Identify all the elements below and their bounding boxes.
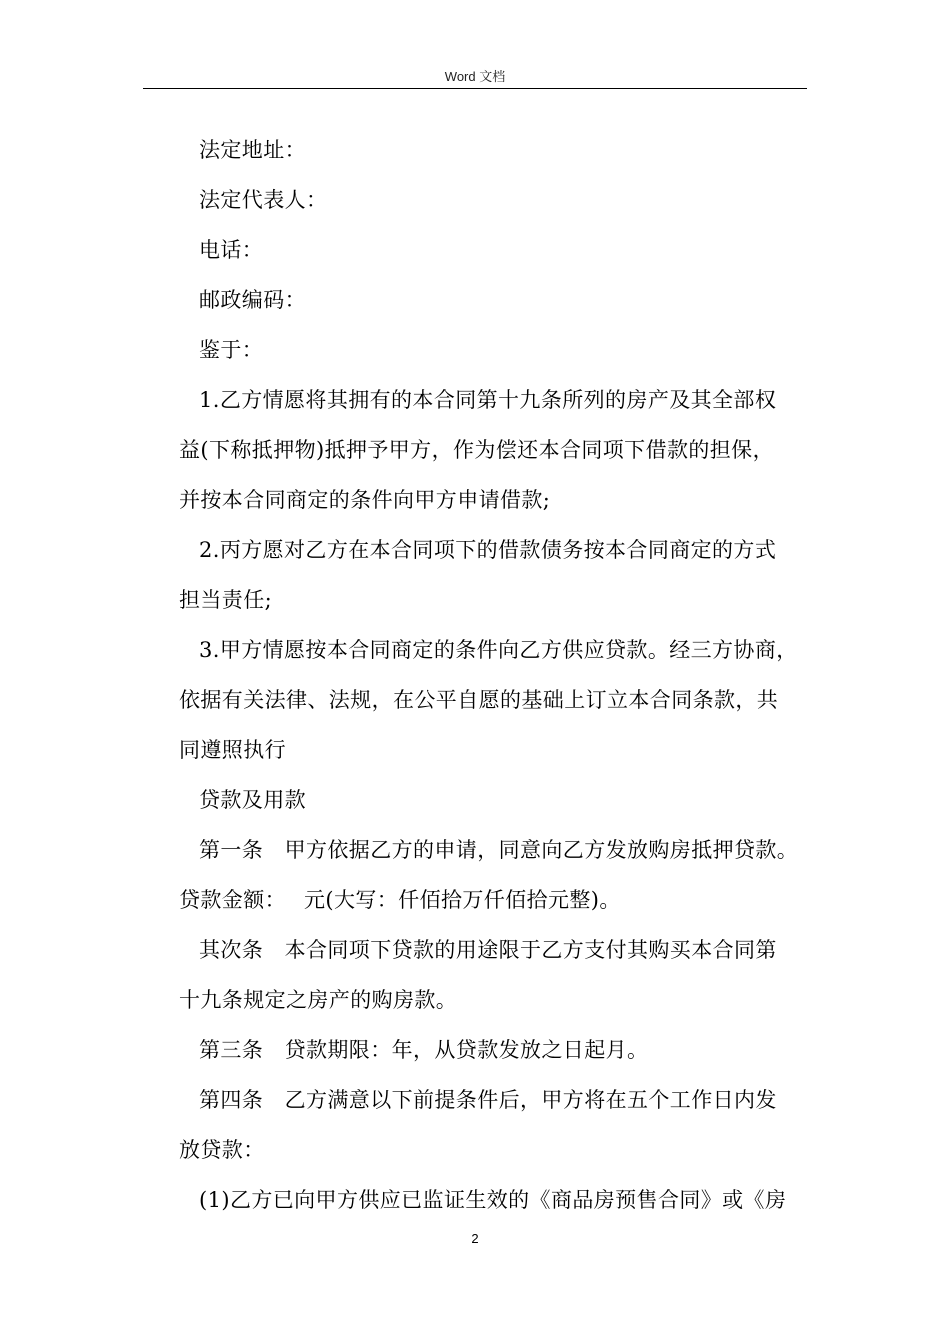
section-heading: 贷款及用款 bbox=[199, 788, 306, 812]
text-line: 电话： bbox=[199, 238, 264, 262]
text-line: 放贷款： bbox=[179, 1138, 265, 1162]
text-line: 第四条 乙方满意以下前提条件后，甲方将在五个工作日内发 bbox=[199, 1088, 777, 1112]
page-header-title: Word 文档 bbox=[444, 69, 506, 84]
text-line: 担当责任; bbox=[179, 588, 273, 612]
text-line: 同遵照执行 bbox=[179, 738, 286, 762]
text-line: 3.甲方情愿按本合同商定的条件向乙方供应贷款。经三方协商， bbox=[199, 638, 798, 662]
text-line: 第一条 甲方依据乙方的申请，同意向乙方发放购房抵押贷款。 bbox=[199, 838, 799, 862]
text-line: 其次条 本合同项下贷款的用途限于乙方支付其购买本合同第 bbox=[199, 938, 777, 962]
text-line: 1.乙方情愿将其拥有的本合同第十九条所列的房产及其全部权 bbox=[199, 388, 777, 412]
text-line: 第三条 贷款期限：年，从贷款发放之日起月。 bbox=[199, 1038, 649, 1062]
text-line: 益(下称抵押物)抵押予甲方，作为偿还本合同项下借款的担保， bbox=[179, 438, 774, 462]
text-line: 鉴于： bbox=[199, 338, 264, 362]
text-line: 法定地址： bbox=[199, 138, 306, 162]
header-divider bbox=[143, 88, 807, 89]
page-number: 2 bbox=[471, 1231, 479, 1246]
text-line: 邮政编码： bbox=[199, 288, 306, 312]
text-line: 2.丙方愿对乙方在本合同项下的借款债务按本合同商定的方式 bbox=[199, 538, 777, 562]
text-line: 依据有关法律、法规，在公平自愿的基础上订立本合同条款，共 bbox=[179, 688, 779, 712]
text-line: (1)乙方已向甲方供应已监证生效的《商品房预售合同》或《房 bbox=[199, 1188, 787, 1212]
text-line: 十九条规定之房产的购房款。 bbox=[179, 988, 458, 1012]
text-line: 贷款金额： 元(大写：仟佰拾万仟佰拾元整)。 bbox=[179, 888, 621, 912]
text-line: 并按本合同商定的条件向甲方申请借款; bbox=[179, 488, 551, 512]
text-line: 法定代表人： bbox=[199, 188, 328, 212]
